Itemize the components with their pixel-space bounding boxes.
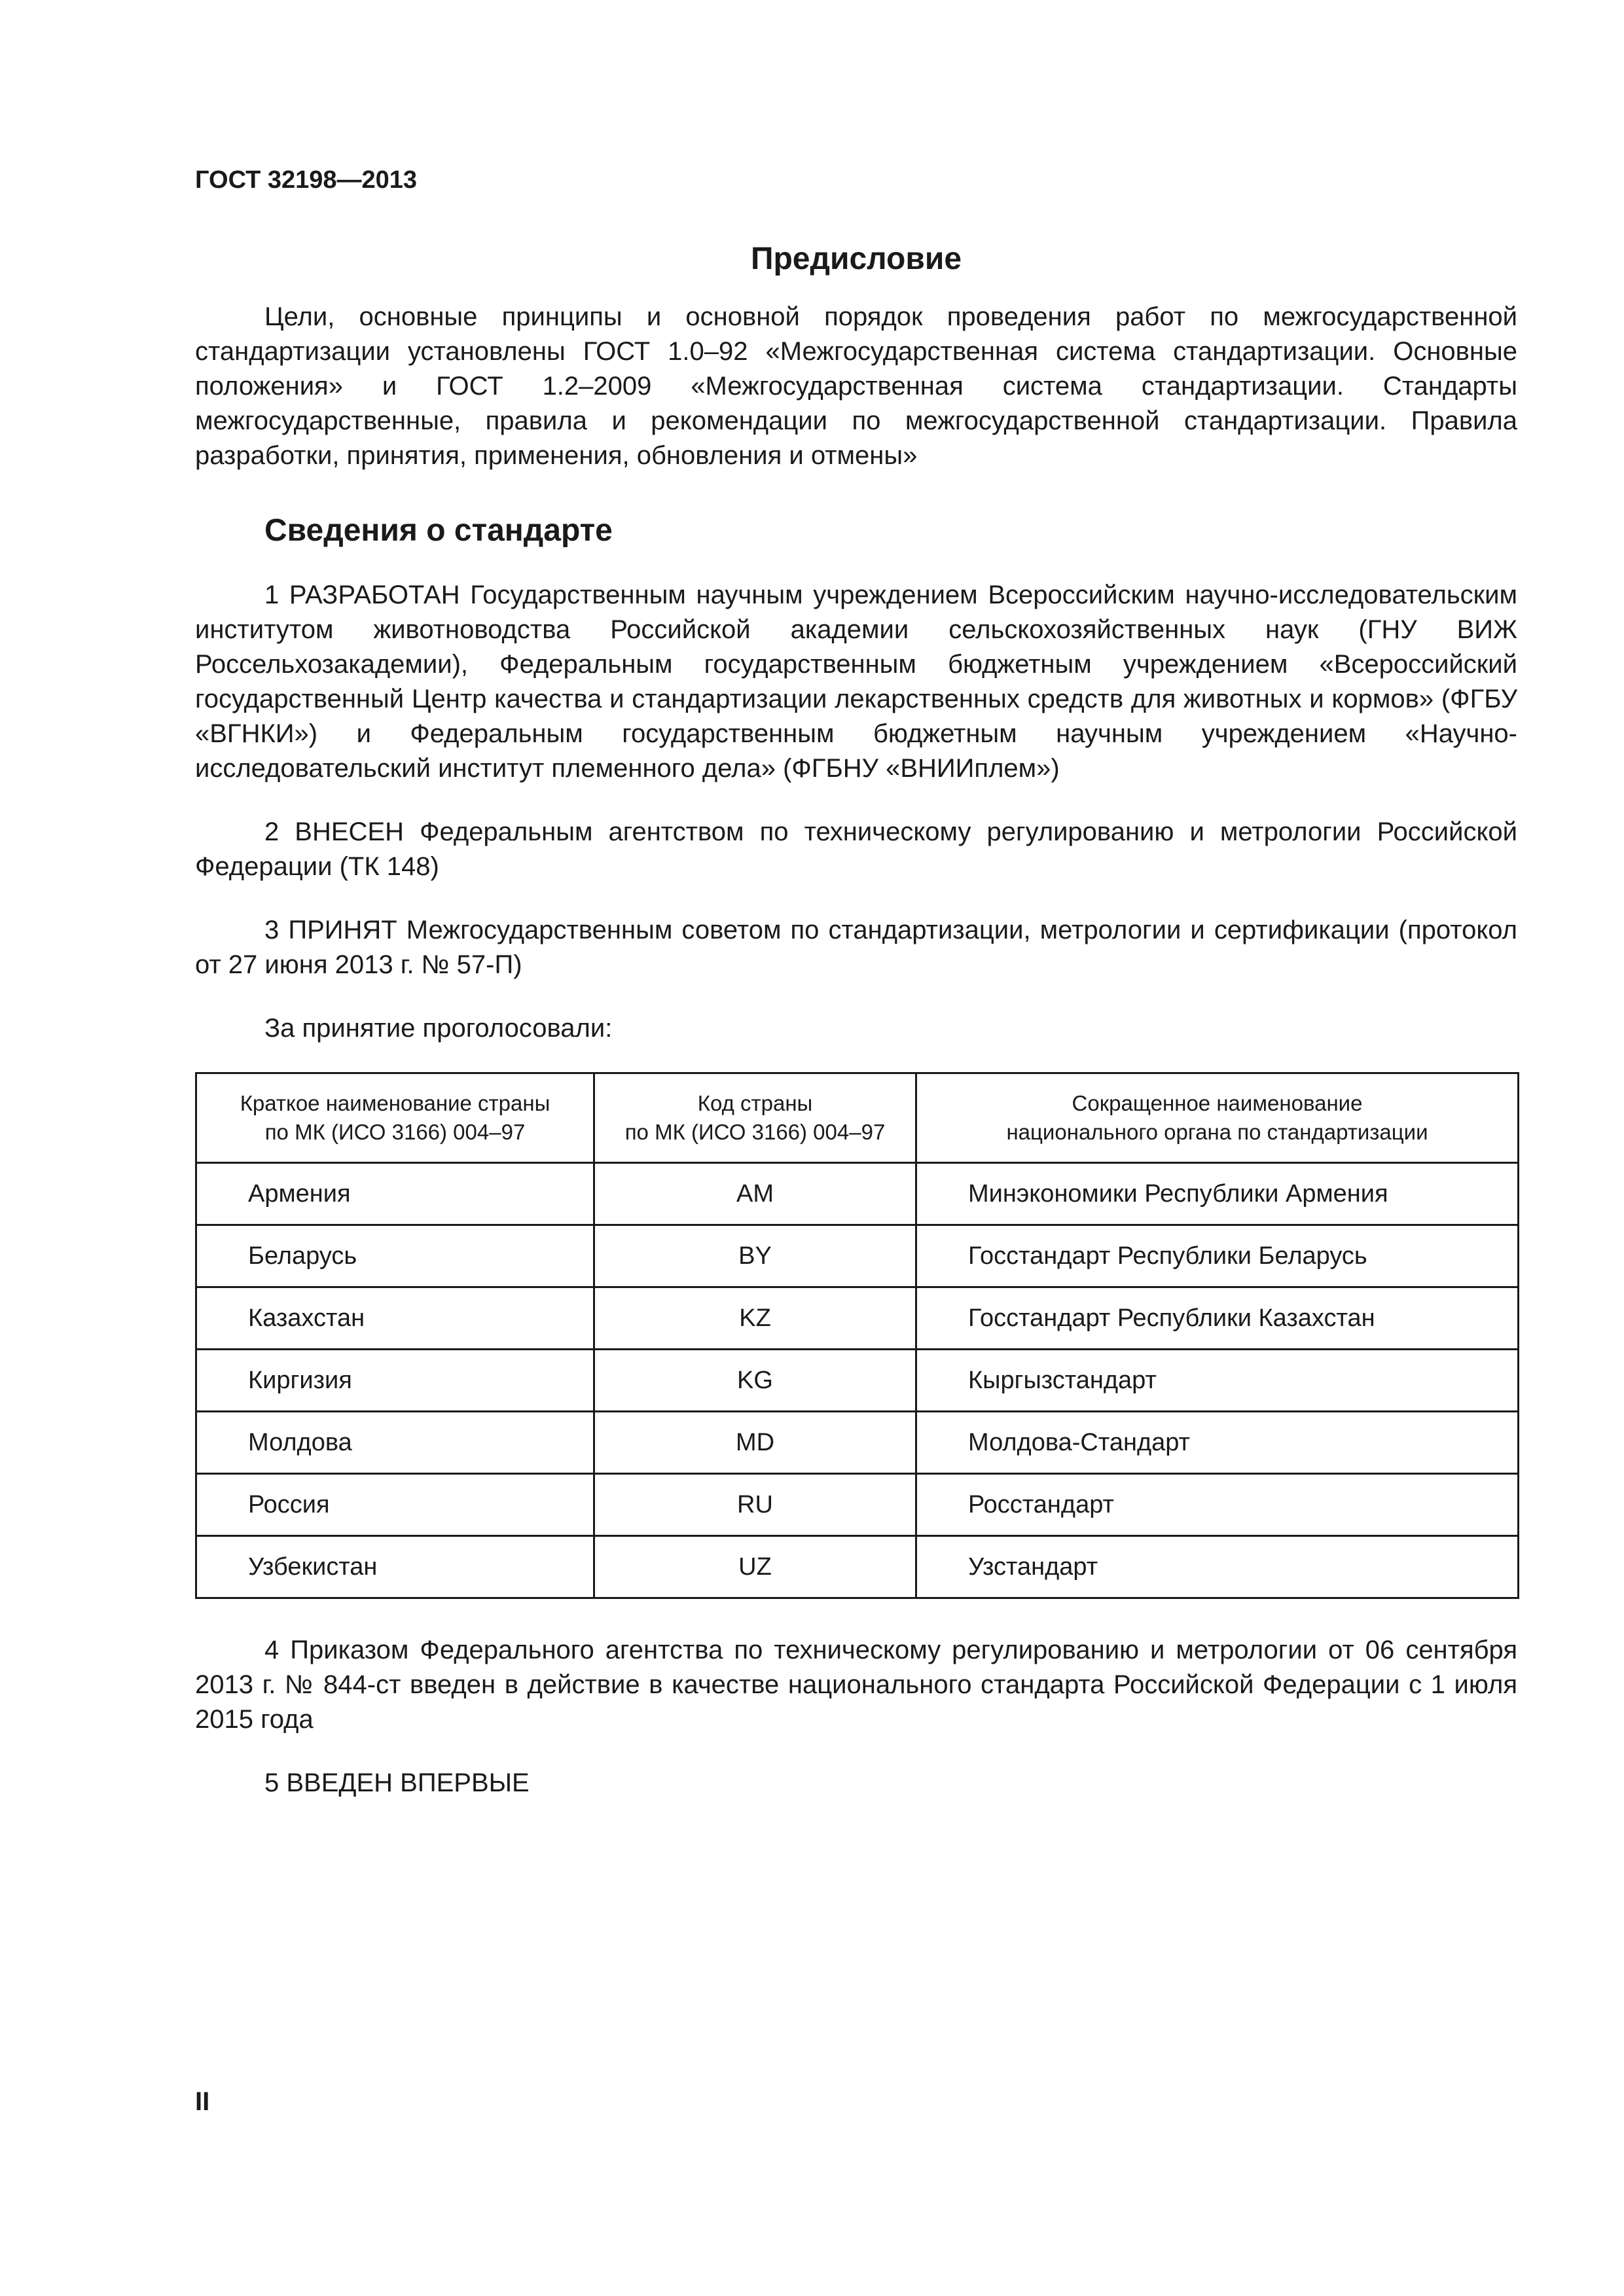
header-country-name-line1: Краткое наименование страны <box>240 1091 550 1115</box>
national-body-cell: Молдова-Стандарт <box>916 1412 1519 1474</box>
vote-table <box>195 1072 1519 1599</box>
info-item-5: 5 ВВЕДЕН ВПЕРВЫЕ <box>264 1768 530 1797</box>
table-row <box>196 1536 1519 1598</box>
country-code-cell: MD <box>594 1412 916 1474</box>
page-number: II <box>195 2087 210 2116</box>
table-row <box>196 1474 1519 1536</box>
country-name-cell: Узбекистан <box>196 1536 594 1598</box>
table-row <box>196 1163 1519 1225</box>
vote-label: За принятие проголосовали: <box>264 1014 613 1043</box>
info-item-1: 1 РАЗРАБОТАН Государственным научным учреждением Всероссийским научно-исследовательским институтом животноводства Российской академии сельскохозяйственных наук (ГНУ ВИЖ Россельхозакадемии), Федеральным государственным бюджетным учреждением «Всероссийский государственный Центр качества и стандартизации лекарственных средств для животных и кормов» (ФГБУ «ВГНКИ») и Федеральным государственным бюджетным научным учреждением «Научно-исследовательский институт племенного дела» (ФГБНУ «ВНИИплем») <box>195 581 1517 783</box>
table-row <box>196 1225 1519 1287</box>
info-item-4: 4 Приказом Федерального агентства по техническому регулированию и метрологии от 06 сентября 2013 г. № 844-ст введен в действие в качестве национального стандарта Российской Федерации с 1 июля 2015 года <box>195 1636 1517 1734</box>
preface-text: Цели, основные принципы и основной порядок проведения работ по межгосударственной стандартизации установлены ГОСТ 1.0–92 «Межгосударственная система стандартизации. Основные положения» и ГОСТ 1.2–2009 «Межгосударственная система стандартизации. Стандарты межгосударственные, правила и рекомендации по межгосударственной стандартизации. Правила разработки, принятия, применения, обновления и отмены» <box>195 302 1517 470</box>
header-country-code <box>594 1073 916 1163</box>
country-code-cell: AM <box>594 1163 916 1225</box>
country-code-cell: BY <box>594 1225 916 1287</box>
header-country-name <box>196 1073 594 1163</box>
country-code-cell: RU <box>594 1474 916 1536</box>
country-name-cell: Киргизия <box>196 1350 594 1412</box>
info-item-2: 2 ВНЕСЕН Федеральным агентством по техническому регулированию и метрологии Российской Федерации (ТК 148) <box>195 817 1517 881</box>
national-body-cell: Росстандарт <box>916 1474 1519 1536</box>
country-name-cell: Беларусь <box>196 1225 594 1287</box>
table-row <box>196 1287 1519 1350</box>
national-body-cell: Кыргызстандарт <box>916 1350 1519 1412</box>
country-code-cell: KZ <box>594 1287 916 1350</box>
national-body-cell: Узстандарт <box>916 1536 1519 1598</box>
document-code: ГОСТ 32198—2013 <box>195 166 418 194</box>
country-name-cell: Молдова <box>196 1412 594 1474</box>
header-national-body <box>916 1073 1519 1163</box>
country-name-cell: Россия <box>196 1474 594 1536</box>
country-name-cell: Армения <box>196 1163 594 1225</box>
table-row <box>196 1412 1519 1474</box>
info-section-title: Сведения о стандарте <box>264 513 613 548</box>
header-country-code-line2: по МК (ИСО 3166) 004–97 <box>624 1120 886 1144</box>
country-code-cell: KG <box>594 1350 916 1412</box>
national-body-cell: Госстандарт Республики Беларусь <box>916 1225 1519 1287</box>
preface-title: Предисловие <box>750 242 962 276</box>
document-page <box>195 164 1517 1801</box>
country-code-cell: UZ <box>594 1536 916 1598</box>
header-country-code-line1: Код страны <box>697 1091 813 1115</box>
header-country-name-line2: по МК (ИСО 3166) 004–97 <box>264 1120 526 1144</box>
header-national-body-line2: национального органа по стандартизации <box>1006 1120 1428 1144</box>
vote-table-header-row <box>196 1073 1519 1163</box>
national-body-cell: Минэкономики Республики Армения <box>916 1163 1519 1225</box>
info-item-3: 3 ПРИНЯТ Межгосударственным советом по стандартизации, метрологии и сертификации (протокол от 27 июня 2013 г. № 57-П) <box>195 916 1517 979</box>
table-row <box>196 1350 1519 1412</box>
national-body-cell: Госстандарт Республики Казахстан <box>916 1287 1519 1350</box>
header-national-body-line1: Сокращенное наименование <box>1072 1091 1363 1115</box>
country-name-cell: Казахстан <box>196 1287 594 1350</box>
